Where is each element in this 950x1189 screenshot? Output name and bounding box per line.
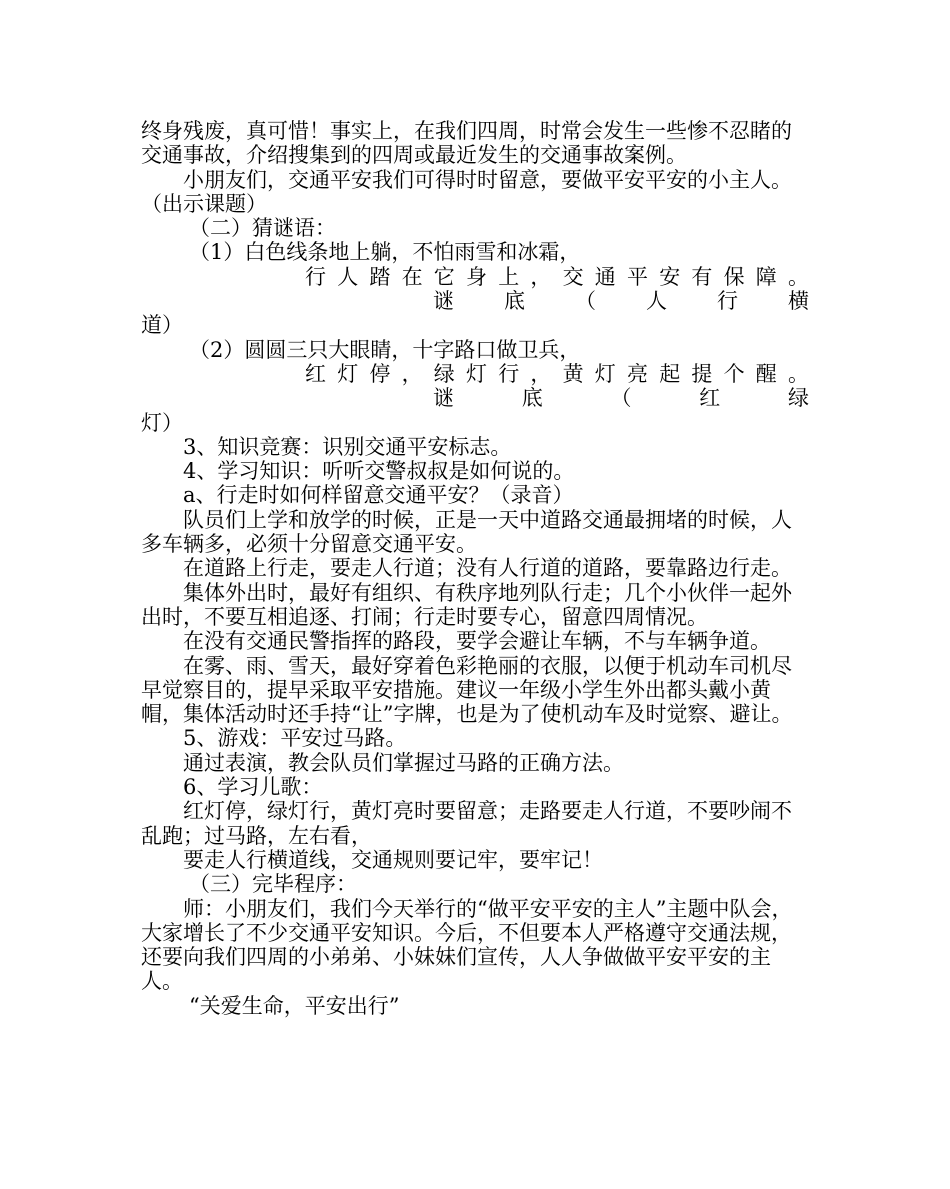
riddle-1-answer: 谜底（人行横 bbox=[433, 289, 809, 314]
section-knowledge-contest: 3、知识竞赛：识别交通平安标志。 bbox=[183, 434, 512, 459]
document-body bbox=[141, 119, 809, 1018]
paragraph-performance: 通过表演，教会队员们掌握过马路的正确方法。 bbox=[183, 750, 624, 775]
paragraph-bad-weather: 在雾、雨、雪天，最好穿着色彩艳丽的衣服，以便于机动车司机尽早觉察目的，提早采取平安措施。建议一年级小学生外出都头戴小黄帽，集体活动时还手持“让”字牌，也是为了使机动车及时觉察、避让。 bbox=[141, 653, 793, 727]
rhyme-part-2: 要走人行横道线，交通规则要记牢，要牢记！ bbox=[183, 847, 603, 872]
paragraph-use-sidewalk: 在道路上行走，要走人行道；没有人行道的道路，要靠路边行走。 bbox=[183, 556, 792, 581]
section-learn-knowledge: 4、学习知识：听听交警叔叔是如何说的。 bbox=[183, 459, 575, 484]
paragraph-yield-vehicles: 在没有交通民警指挥的路段，要学会避让车辆，不与车辆争道。 bbox=[183, 629, 771, 654]
paragraph-little-master: 小朋友们，交通平安我们可得时时留意，要做平安平安的小主人。（出示课题） bbox=[141, 167, 792, 216]
riddle-2-line-1: （2）圆圆三只大眼睛，十字路口做卫兵， bbox=[189, 337, 581, 362]
subsection-walking-safety: a、行走时如何样留意交通平安？（录音） bbox=[183, 483, 574, 508]
rhyme-part-1: 红灯停，绿灯行，黄灯亮时要留意；走路要走人行道，不要吵闹不乱跑；过马路，左右看， bbox=[141, 799, 792, 848]
heading-closing: （三）完毕程序： bbox=[189, 872, 357, 897]
section-game: 5、游戏：平安过马路。 bbox=[183, 726, 407, 751]
riddle-2-answer: 谜底（红绿 bbox=[433, 386, 809, 411]
heading-riddles: （二）猜谜语： bbox=[189, 216, 336, 241]
riddle-2-line-2: 红灯停，绿灯行，黄灯亮起提个醒。 bbox=[305, 361, 809, 386]
paragraph-accident-intro: 终身残废，真可惜！事实上，在我们四周，时常会发生一些惨不忍睹的交通事故，介绍搜集到的四周或最近发生的交通事故案例。 bbox=[141, 119, 792, 168]
riddle-1-line-2: 行人踏在它身上，交通平安有保障。 bbox=[305, 264, 809, 289]
paragraph-group-walking: 集体外出时，最好有组织、有秩序地列队行走；几个小伙伴一起外出时，不要互相追逐、打闹；行走时要专心，留意四周情况。 bbox=[141, 580, 792, 629]
riddle-2-answer-tail: 灯） bbox=[141, 410, 183, 435]
closing-slogan: “关爱生命，平安出行” bbox=[189, 993, 400, 1018]
riddle-1-answer-tail: 道） bbox=[141, 313, 183, 338]
section-nursery-rhyme: 6、学习儿歌： bbox=[183, 775, 323, 800]
paragraph-teacher-summary: 师：小朋友们，我们今天举行的“做平安平安的主人”主题中队会，大家增长了不少交通平安知识。今后，不但要本人严格遵守交通法规，还要向我们四周的小弟弟、小妹妹们宣传，人人争做做平安平安的主人。 bbox=[141, 896, 793, 994]
paragraph-rush-hour: 队员们上学和放学的时候，正是一天中道路交通最拥堵的时候，人多车辆多，必须十分留意交通平安。 bbox=[141, 507, 792, 557]
riddle-1-line-1: （1）白色线条地上躺，不怕雨雪和冰霜， bbox=[189, 240, 581, 265]
